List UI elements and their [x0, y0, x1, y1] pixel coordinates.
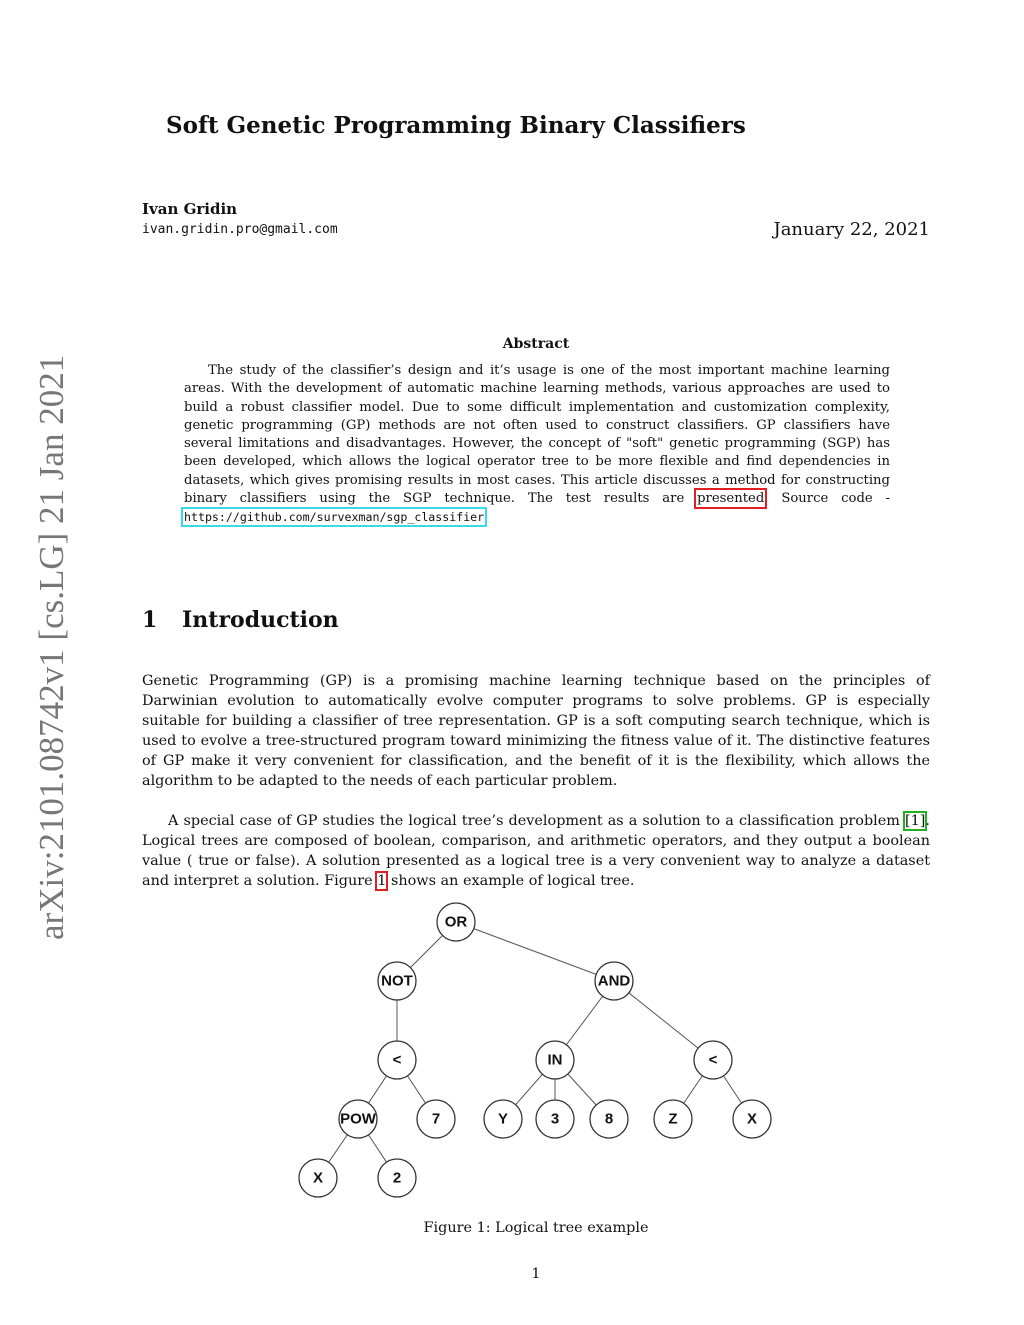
tree-node-label: Z [668, 1110, 678, 1128]
section-number: 1 [142, 607, 158, 633]
tree-edge [456, 922, 614, 981]
page-number: 1 [531, 1266, 541, 1282]
tree-node-label: OR [444, 913, 468, 931]
logical-tree-figure [280, 895, 800, 1210]
arxiv-identifier: arXiv:2101.08742v1 [cs.LG] 21 Jan 2021 [32, 354, 71, 940]
tree-node-label: 2 [392, 1169, 402, 1187]
intro-paragraph-1 [142, 671, 930, 791]
author-email[interactable]: ivan.gridin.pro@gmail.com [142, 222, 338, 237]
paragraph-text: . Logical trees are composed of boolean, comparison, and arithmetic operators, and they output a boolean value ( true or false). A solution presented as a logical tree is a very convenient way to analyze a dataset and interpret a solution. Figure [142, 813, 930, 889]
abstract-text-middle: . Source code - [764, 491, 891, 507]
tree-node-label: X [312, 1169, 324, 1187]
intro-paragraph-2 [142, 811, 930, 891]
figure-caption: Figure 1: Logical tree example [423, 1220, 649, 1236]
abstract-body [184, 362, 890, 528]
tree-node-label: IN [547, 1051, 563, 1069]
section-heading [142, 607, 339, 633]
figure-ref-link[interactable]: 1 [377, 873, 387, 889]
tree-node-label: Y [497, 1110, 509, 1128]
tree-node-label: NOT [381, 972, 413, 990]
tree-node-label: 7 [431, 1110, 441, 1128]
tree-node-label: < [392, 1051, 402, 1069]
tree-node-label: 8 [604, 1110, 614, 1128]
abstract-text: The study of the classifier’s design and it’s usage is one of the most important machine learning areas. With the development of automatic machine learning methods, various approaches are used to build a robust classifier model. Due to some difficult implementation and customization complexity, genetic programming (GP) methods are not often used to construct classifiers. GP classifiers have several limitations and disadvantages. However, the concept of "soft" genetic programming (SGP) has been developed, which allows the logical operator tree to be more flexible and find dependencies in datasets, which gives promising results in most cases. This article discusses a method for constructing binary classifiers using the SGP technique. The test results are [184, 363, 890, 507]
citation-link[interactable]: [1] [905, 813, 926, 829]
paragraph-text: shows an example of logical tree. [386, 873, 635, 889]
tree-node-label: POW [340, 1110, 376, 1128]
presented-link[interactable]: presented [697, 491, 765, 507]
section-title: Introduction [182, 607, 339, 633]
abstract-heading: Abstract [502, 336, 570, 352]
paragraph-text: Genetic Programming (GP) is a promising machine learning technique based on the principles of Darwinian evolution to automatically evolve computer programs to solve problems. GP is especially suitable for building a classifier of tree representation. GP is a soft computing search technique, which is used to evolve a tree-structured program toward minimizing the fitness value of it. The distinctive features of GP make it very convenient for classification, and the benefit of it is the flexibility, which allows the algorithm to be adapted to the needs of each particular problem. [142, 673, 930, 789]
author-name: Ivan Gridin [142, 200, 238, 218]
source-code-url-link[interactable]: https://github.com/survexman/sgp_classifier [184, 510, 485, 525]
paper-title: Soft Genetic Programming Binary Classifiers [166, 112, 746, 139]
tree-node-label: X [746, 1110, 758, 1128]
tree-node-label: AND [597, 972, 631, 990]
tree-node-label: < [708, 1051, 718, 1069]
paper-date: January 22, 2021 [773, 219, 930, 240]
tree-node-label: 3 [550, 1110, 560, 1128]
paragraph-text: A special case of GP studies the logical tree’s development as a solution to a classification problem [168, 813, 906, 829]
